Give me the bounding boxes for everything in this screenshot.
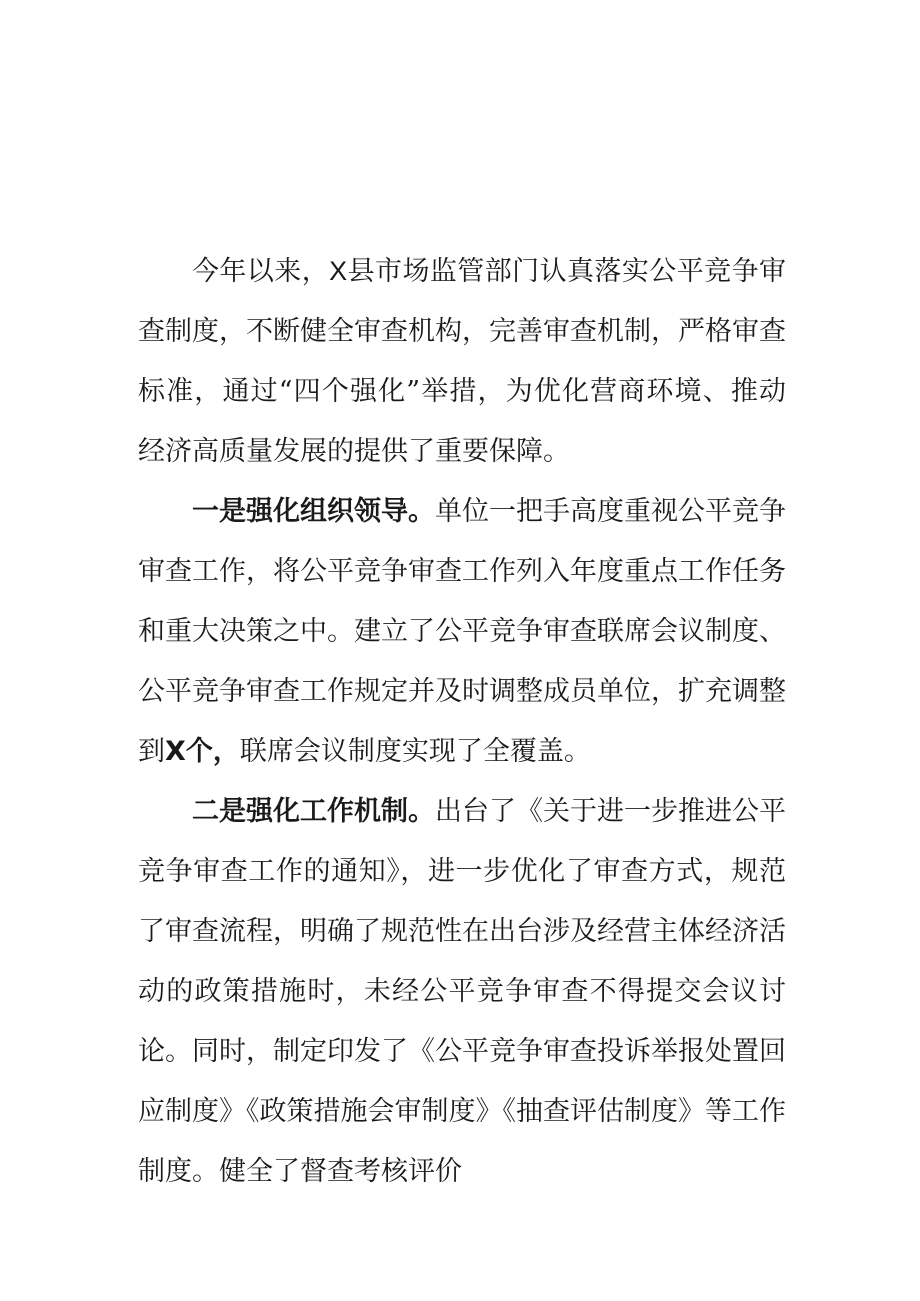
paragraph-organization-heading: 一是强化组织领导。 bbox=[192, 496, 435, 527]
paragraph-organization-text-a: 单位一把手高度重视公平竞争审查工作，将公平竞争审查工作列入年度重点工作任务和重大决策之中。建立了公平竞争审查联席会议制度、公平竞争审查工作规定并及时调整成员单位，扩充调整到 bbox=[138, 496, 786, 767]
paragraph-intro-text-a: 今年以来， bbox=[192, 256, 330, 287]
document-body bbox=[138, 241, 786, 1202]
paragraph-mechanism bbox=[138, 782, 786, 1202]
paragraph-organization bbox=[138, 482, 786, 782]
paragraph-mechanism-text: 出台了《关于进一步推进公平竞争审查工作的通知》，进一步优化了审查方式，规范了审查流程，明确了规范性在出台涉及经营主体经济活动的政策措施时，未经公平竞争审查不得提交会议讨论。同时，制定印发了《公平竞争审查投诉举报处置回应制度》《政策措施会审制度》《抽查评估制度》等工作制度。健全了督查考核评价 bbox=[138, 796, 786, 1187]
paragraph-organization-text-c: 联席会议制度实现了全覆盖。 bbox=[239, 736, 591, 767]
paragraph-intro-text-c: 县市场监管部门认真落实公平竞争审查制度，不断健全审查机构，完善审查机制，严格审查标准，通过“四个强化”举措，为优化营商环境、推动经济高质量发展的提供了重要保障。 bbox=[138, 256, 787, 467]
county-placeholder: X bbox=[329, 256, 348, 286]
paragraph-intro bbox=[138, 241, 786, 482]
paragraph-mechanism-heading: 二是强化工作机制。 bbox=[192, 796, 435, 827]
member-count: X个， bbox=[165, 736, 240, 767]
